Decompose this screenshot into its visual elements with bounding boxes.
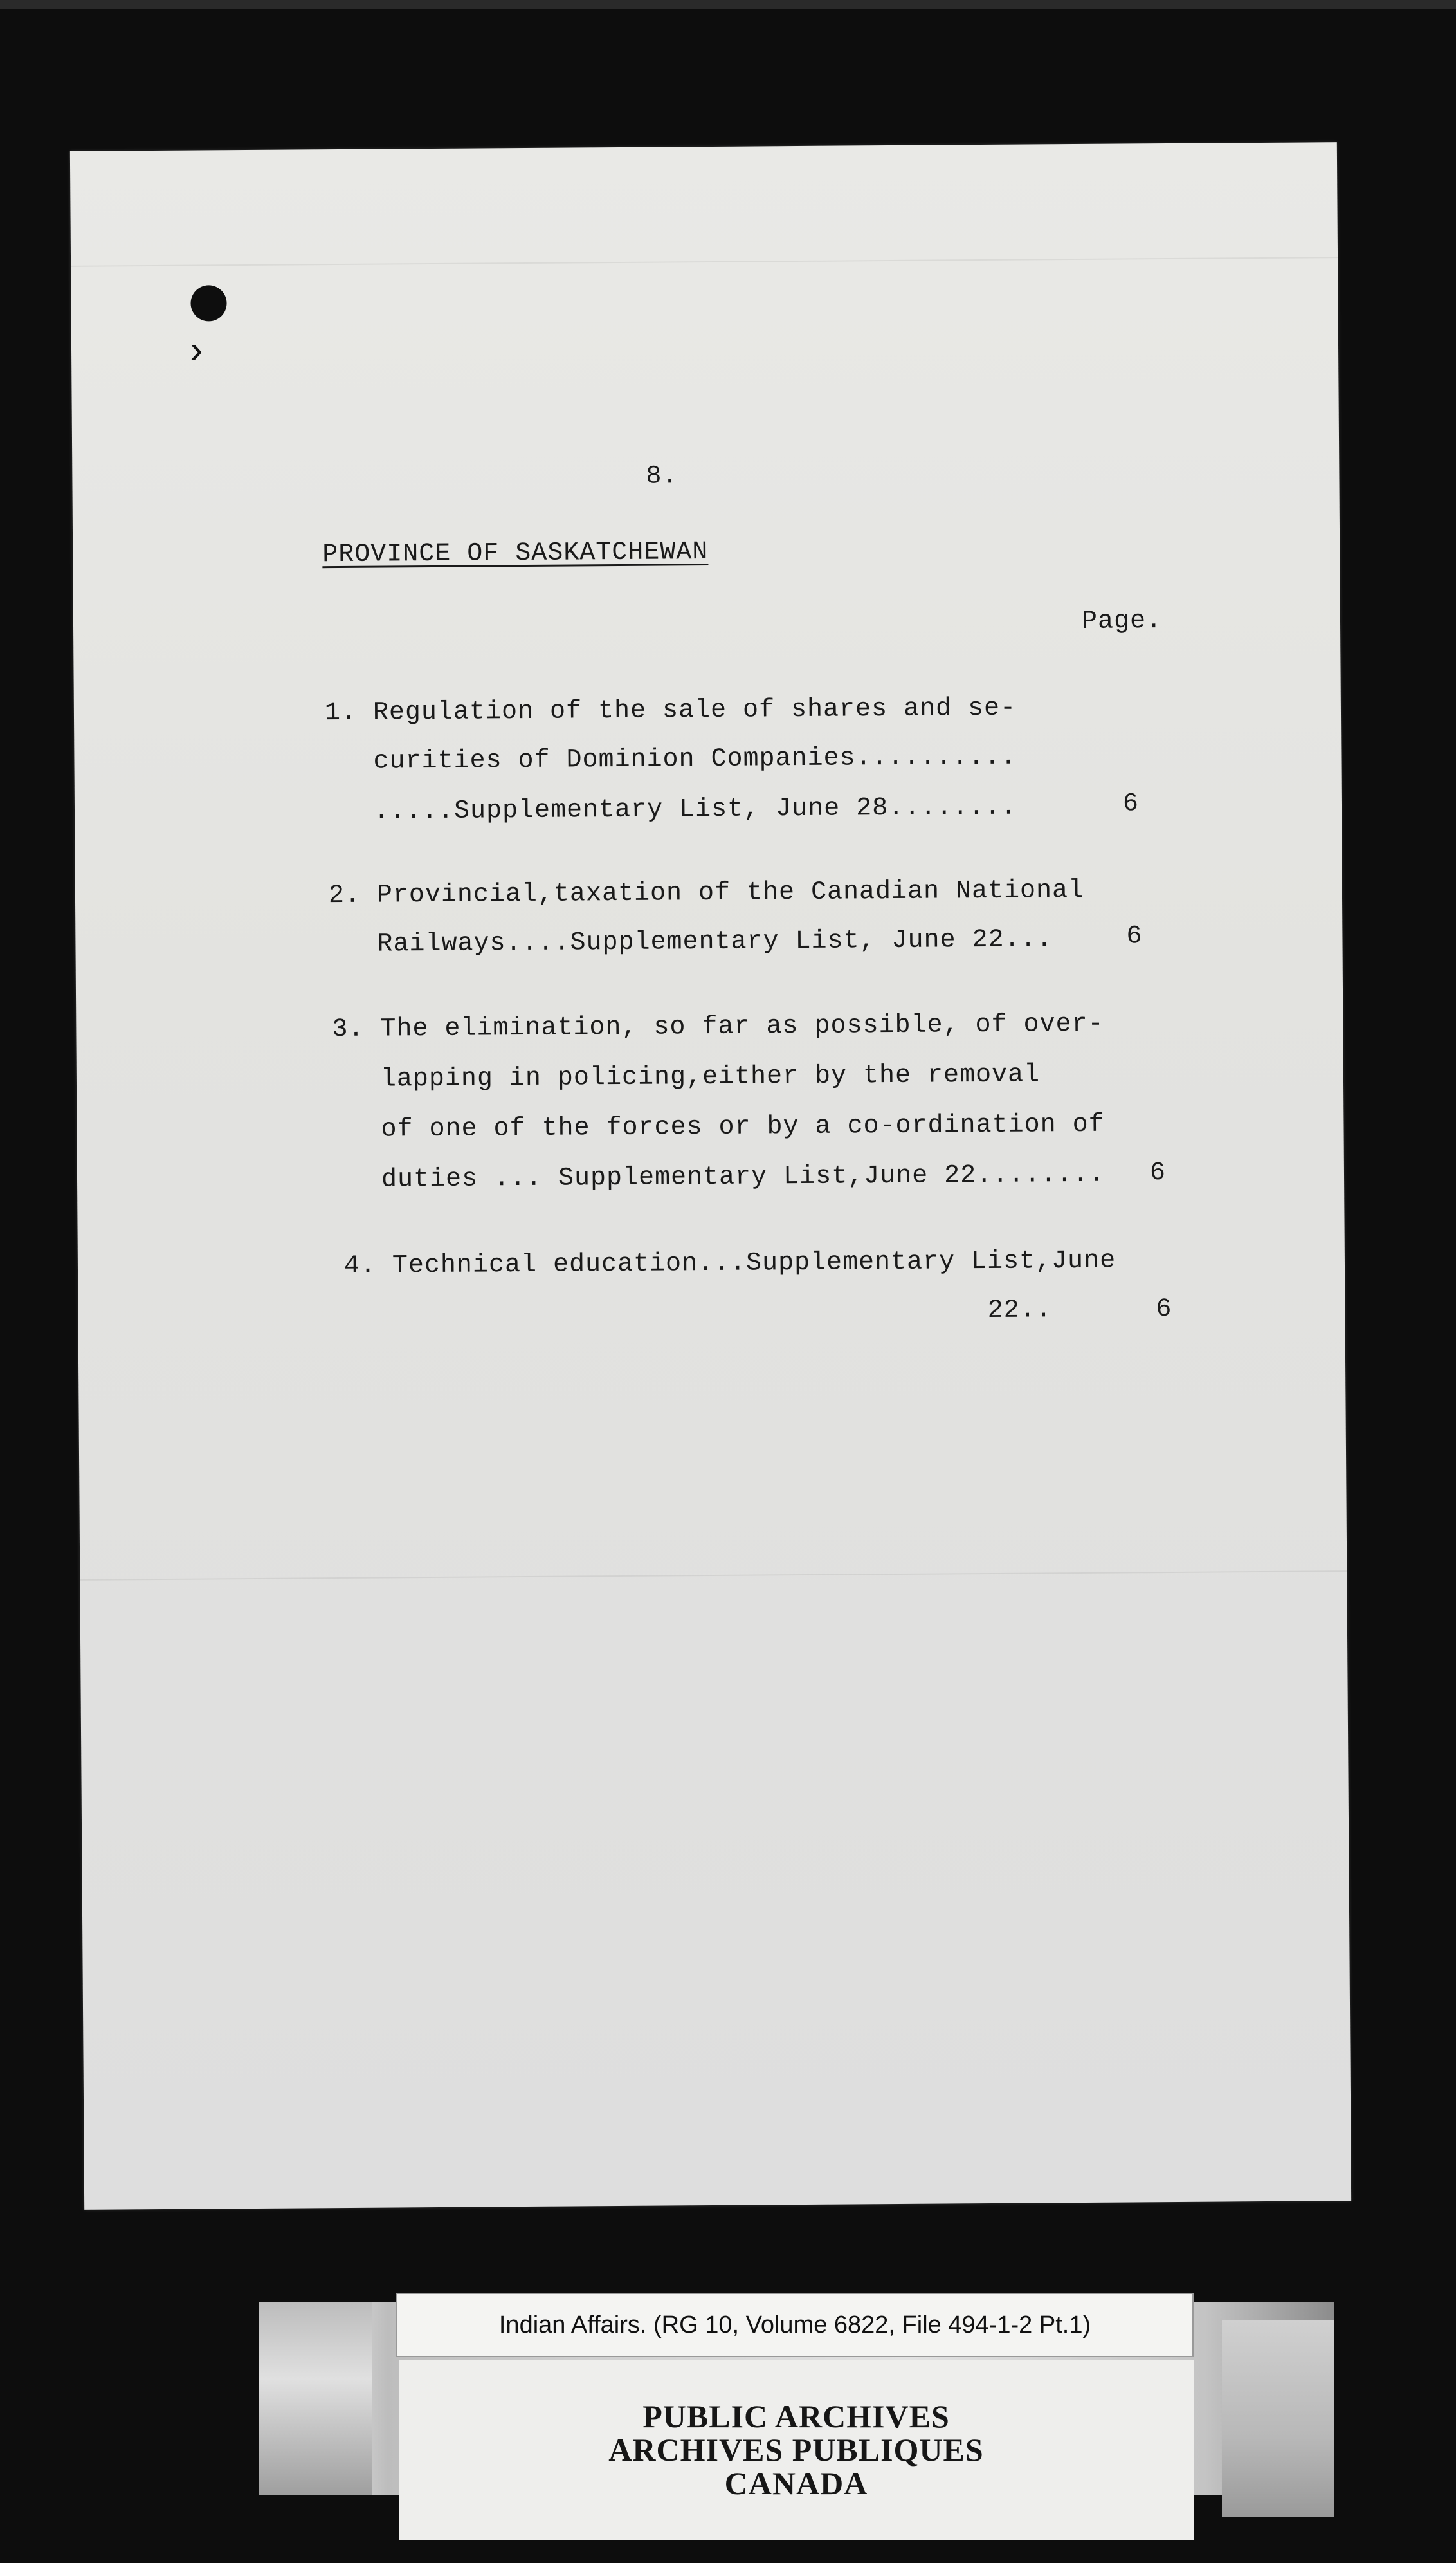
fold-line	[80, 1570, 1347, 1581]
entry-line: 4. Technical education...Supplementary List,June	[343, 1246, 1116, 1281]
stamp-line: ARCHIVES PUBLIQUES	[608, 2432, 984, 2468]
entry-line: lapping in policing,either by the removal	[332, 1060, 1041, 1095]
entry-line: duties ... Supplementary List,June 22........	[332, 1160, 1106, 1195]
entry-line: curities of Dominion Companies..........	[325, 742, 1017, 777]
tape-edge-left	[259, 2302, 372, 2495]
entry-line: 22..	[344, 1296, 1052, 1330]
entry-line: 1. Regulation of the sale of shares and se-	[324, 694, 1017, 728]
document-page	[70, 142, 1351, 2210]
entry-page-number: 6	[1122, 789, 1139, 819]
punch-hole-icon	[190, 285, 226, 321]
section-heading: PROVINCE OF SASKATCHEWAN	[322, 538, 709, 570]
stamp-line: CANADA	[724, 2465, 868, 2501]
entry-line: 2. Provincial,taxation of the Canadian National	[328, 876, 1085, 911]
entry-page-number: 6	[1126, 922, 1142, 951]
film-edge	[0, 0, 1456, 9]
archive-reference-label: Indian Affairs. (RG 10, Volume 6822, File 494-1-2 Pt.1)	[396, 2293, 1194, 2357]
entry-line: Railways....Supplementary List, June 22...	[329, 925, 1053, 960]
entry-line: 3. The elimination, so far as possible, of over-	[332, 1009, 1104, 1045]
tape-edge-right	[1222, 2320, 1334, 2517]
page-number: 8.	[646, 462, 678, 491]
entry-page-number: 6	[1156, 1295, 1172, 1325]
punch-mark-icon: ›	[184, 331, 208, 375]
stamp-line: PUBLIC ARCHIVES	[642, 2398, 950, 2434]
entry-page-number: 6	[1149, 1159, 1166, 1188]
entry-line: .....Supplementary List, June 28........	[325, 793, 1017, 827]
fold-line	[71, 257, 1338, 267]
entry-line: of one of the forces or by a co-ordination of	[332, 1110, 1105, 1145]
page-column-label: Page.	[1081, 607, 1163, 636]
archive-stamp	[399, 2360, 1194, 2540]
